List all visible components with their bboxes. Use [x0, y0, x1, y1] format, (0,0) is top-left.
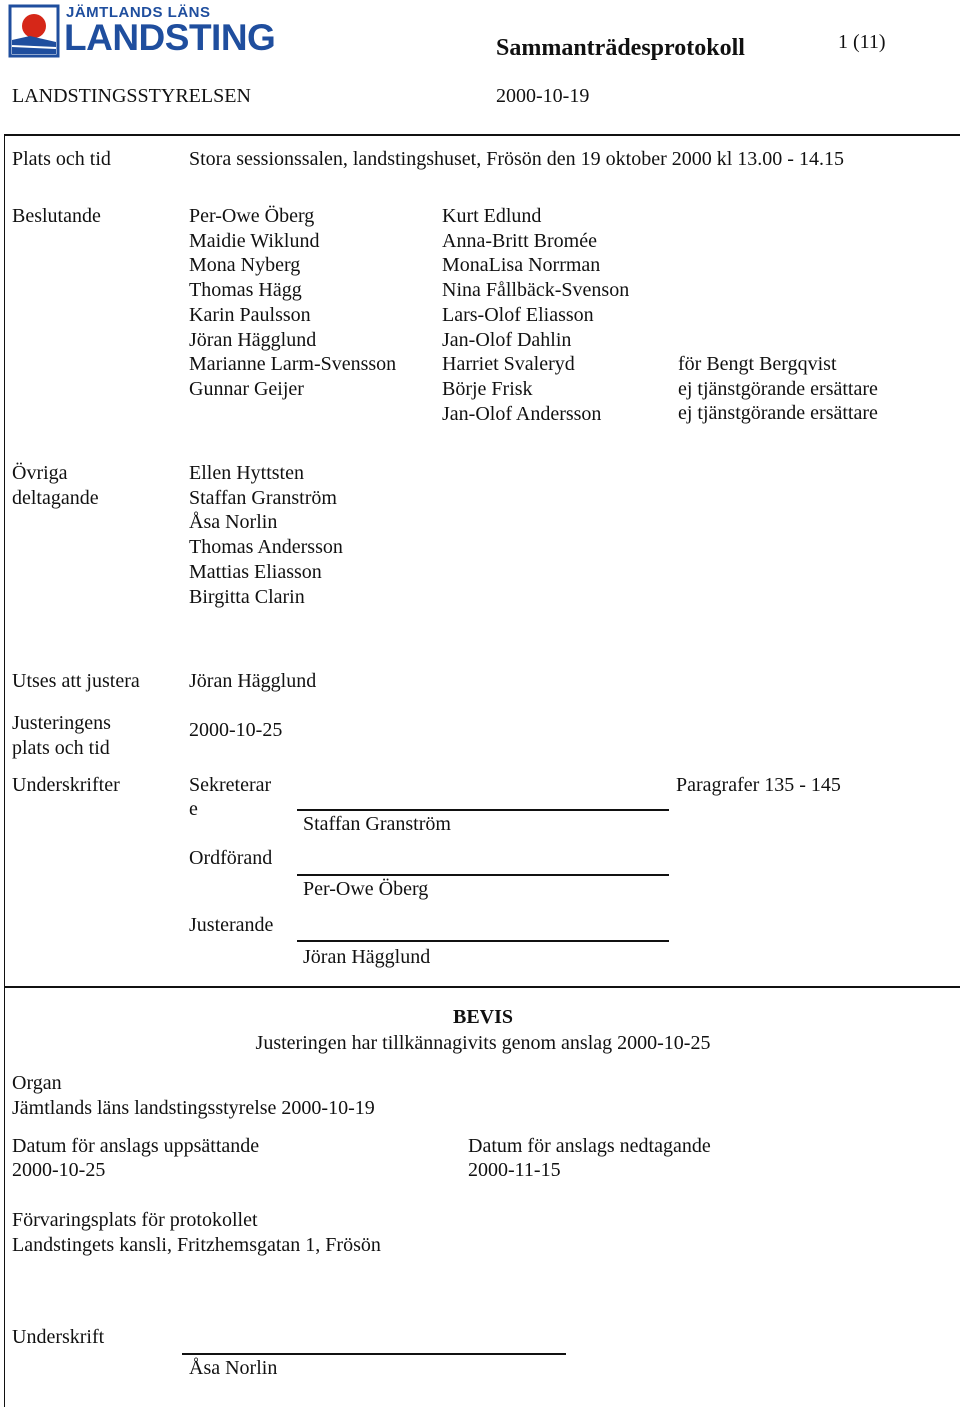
storage-label: Förvaringsplats för protokollet	[12, 1209, 258, 1231]
logo-top-text: JÄMTLANDS LÄNS	[66, 4, 211, 21]
others-label-line1: Övriga	[12, 462, 68, 484]
adjust-when-label-line2: plats och tid	[12, 736, 110, 759]
member-name: Kurt Edlund	[442, 205, 542, 227]
logo-emblem-icon	[10, 6, 58, 56]
member-name: Per-Owe Öberg	[189, 205, 315, 227]
member-name: Karin Paulsson	[189, 303, 311, 326]
adjust-when-label	[12, 711, 111, 760]
member-name: Lars-Olof Eliasson	[442, 303, 594, 326]
adjust-value: Jöran Hägglund	[189, 670, 317, 692]
decision-makers-label: Beslutande	[12, 205, 101, 227]
place-label: Plats och tid	[12, 148, 111, 170]
secretary-label-fragment: e	[189, 798, 198, 820]
secretary-signature-line	[297, 809, 669, 811]
member-name: Anna-Britt Bromée	[442, 229, 597, 252]
place-value: Stora sessionssalen, landstingshuset, Frösön den 19 oktober 2000 kl 13.00 - 14.15	[189, 148, 844, 170]
posting-date-value: 2000-10-25	[12, 1159, 106, 1181]
adjust-when-value: 2000-10-25	[189, 719, 283, 741]
top-divider	[4, 134, 960, 136]
certificate-divider	[4, 986, 960, 988]
others-label-line2: deltagande	[12, 486, 99, 509]
page-number: 1 (11)	[838, 31, 886, 53]
member-name: Gunnar Geijer	[189, 377, 304, 400]
certificate-signature-label: Underskrift	[12, 1326, 105, 1348]
removal-date-label: Datum för anslags nedtagande	[468, 1135, 711, 1157]
chair-label: Ordförand	[189, 847, 273, 869]
certificate-text: Justeringen har tillkännagivits genom anslag 2000-10-25	[255, 1032, 711, 1054]
decision-makers-col2	[442, 204, 629, 426]
member-note: ej tjänstgörande ersättare	[678, 402, 878, 425]
document-type: Sammanträdesprotokoll	[496, 35, 745, 61]
chair-signature-line	[297, 874, 669, 876]
participant-name: Birgitta Clarin	[189, 585, 305, 608]
paragraphs-range: Paragrafer 135 - 145	[676, 774, 841, 796]
adjuster-signature-line	[297, 940, 669, 942]
member-name: Mona Nyberg	[189, 254, 301, 277]
participant-name: Ellen Hyttsten	[189, 462, 304, 484]
removal-date-value: 2000-11-15	[468, 1159, 561, 1181]
logo-main-text: LANDSTING	[64, 17, 276, 58]
chair-name: Per-Owe Öberg	[303, 878, 429, 900]
member-name: Nina Fållbäck-Svenson	[442, 279, 630, 302]
certificate-signature-name: Åsa Norlin	[189, 1357, 278, 1379]
member-name: Jöran Hägglund	[189, 328, 317, 351]
signatures-label: Underskrifter	[12, 774, 120, 796]
adjust-when-label-line1: Justeringens	[12, 712, 111, 734]
others-label	[12, 461, 99, 510]
participant-name: Mattias Eliasson	[189, 560, 322, 583]
member-name: Börje Frisk	[442, 377, 533, 400]
meeting-date: 2000-10-19	[496, 85, 590, 107]
decision-makers-col1	[189, 204, 396, 402]
member-note: ej tjänstgörande ersättare	[678, 377, 878, 400]
member-note: för Bengt Bergqvist	[678, 353, 837, 375]
adjust-label: Utses att justera	[12, 670, 140, 692]
adjuster-name: Jöran Hägglund	[303, 946, 431, 968]
participant-name: Thomas Andersson	[189, 536, 343, 559]
others-list	[189, 461, 343, 609]
certificate-title: BEVIS	[452, 1006, 514, 1028]
member-name: Marianne Larm-Svensson	[189, 353, 397, 376]
certificate-signature-line	[182, 1353, 566, 1355]
posting-date-label: Datum för anslags uppsättande	[12, 1135, 260, 1157]
secretary-label: Sekreterar	[189, 774, 272, 796]
organ-value: Jämtlands läns landstingsstyrelse 2000-10-19	[12, 1097, 375, 1119]
member-name: Maidie Wiklund	[189, 229, 320, 252]
member-name: Jan-Olof Dahlin	[442, 328, 572, 351]
organ-header: LANDSTINGSSTYRELSEN	[12, 85, 251, 107]
decision-makers-notes	[678, 352, 878, 426]
left-border	[4, 134, 5, 1407]
member-name: Harriet Svaleryd	[442, 353, 575, 376]
participant-name: Åsa Norlin	[189, 511, 278, 534]
participant-name: Staffan Granström	[189, 486, 337, 509]
storage-value: Landstingets kansli, Fritzhemsgatan 1, Frösön	[12, 1234, 381, 1256]
adjuster-label: Justerande	[189, 914, 274, 936]
organ-label: Organ	[12, 1072, 62, 1094]
member-name: MonaLisa Norrman	[442, 254, 601, 277]
landsting-logo	[10, 4, 285, 58]
member-name: Jan-Olof Andersson	[442, 402, 602, 425]
secretary-name: Staffan Granström	[303, 813, 451, 835]
member-name: Thomas Hägg	[189, 279, 302, 302]
